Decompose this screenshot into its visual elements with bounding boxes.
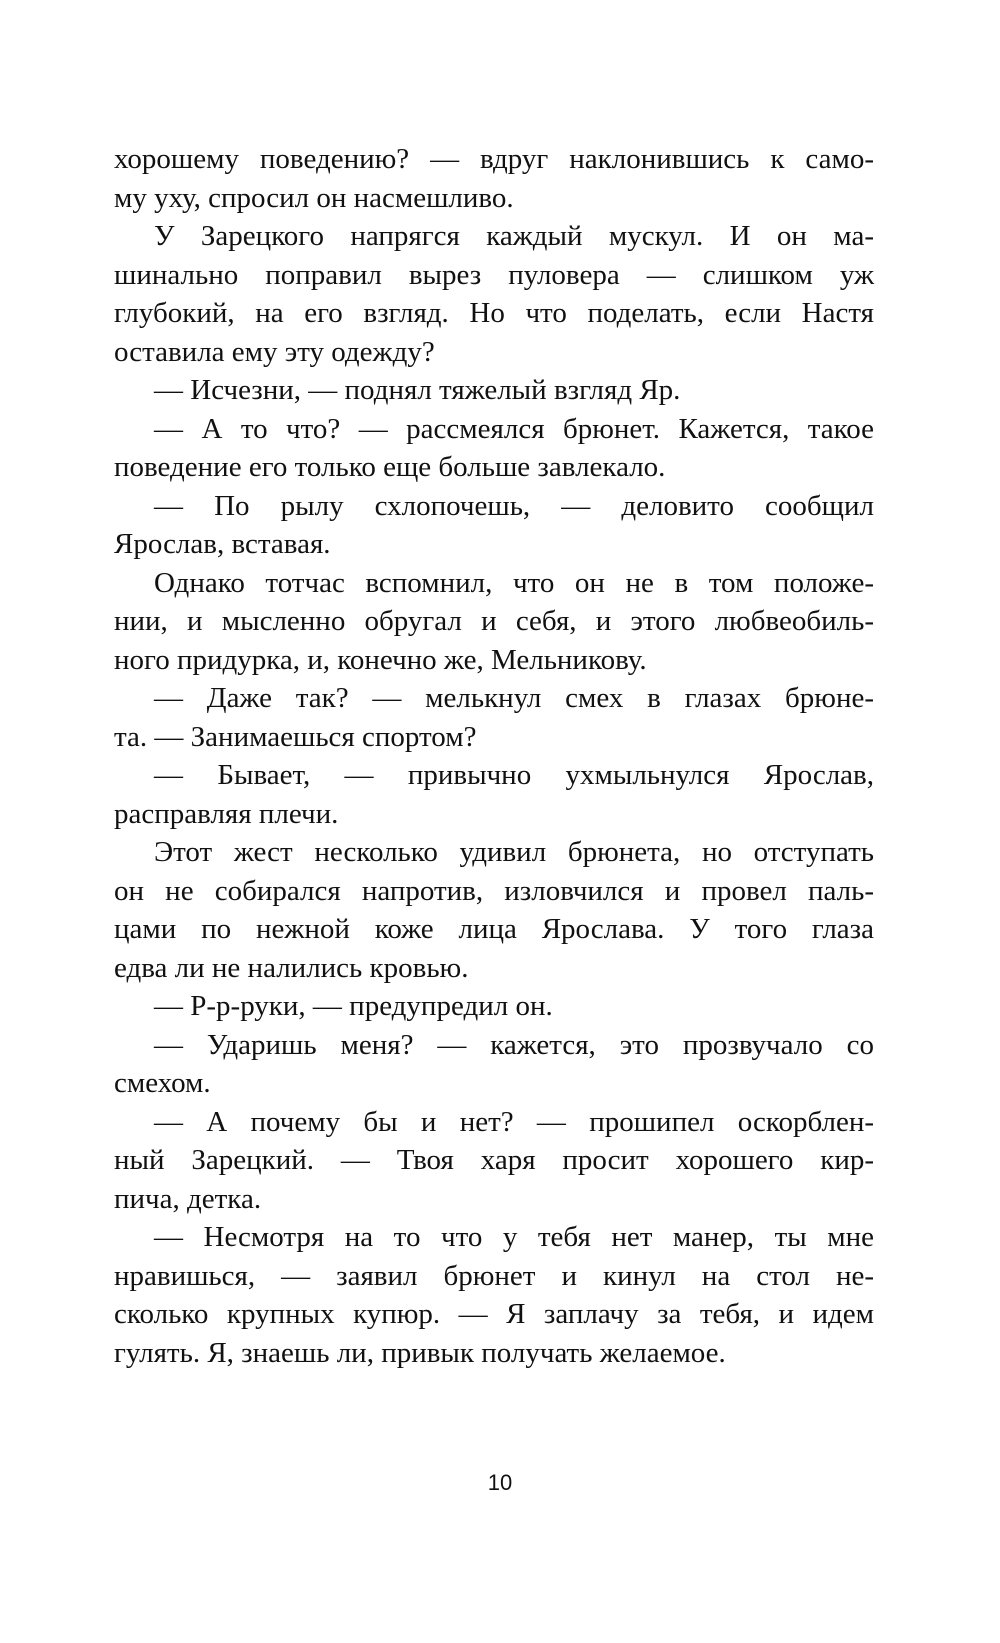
text-line: гулять. Я, знаешь ли, привык получать желаемое. — [114, 1336, 726, 1369]
text-line: му уху, спросил он насмешливо. — [114, 181, 514, 214]
text-line: — Бывает, — привычно ухмыльнулся Ярослав, — [154, 759, 874, 791]
text-line: Ярослав, вставая. — [114, 528, 331, 560]
text-line: Однако тотчас вспомнил, что он не в том положе- — [154, 566, 874, 599]
text-line: — Р-р-руки, — предупредил он. — [154, 990, 553, 1022]
text-line: цами по нежной коже лица Ярослава. У того глаза — [114, 913, 874, 945]
text-line: ный Зарецкий. — Твоя харя просит хорошего кир- — [114, 1144, 874, 1176]
text-line: Этот жест несколько удивил брюнета, но отступать — [154, 836, 874, 868]
text-line: глубокий, на его взгляд. Но что поделать, если Настя — [114, 297, 874, 329]
text-line: У Зарецкого напрягся каждый мускул. И он ма- — [154, 220, 874, 252]
text-line: — А почему бы и нет? — прошипел оскорблен- — [154, 1105, 874, 1138]
text-line: ного придурка, и, конечно же, Мельникову. — [114, 643, 647, 676]
text-line: поведение его только еще больше завлекало. — [114, 451, 666, 483]
text-line: — Ударишь меня? — кажется, это прозвучало со — [154, 1028, 874, 1061]
text-line: смехом. — [114, 1067, 211, 1099]
page-text — [114, 140, 874, 1372]
page-number: 10 — [487, 1470, 513, 1495]
text-line: едва ли не налились кровью. — [114, 951, 469, 984]
text-line: он не собирался напротив, изловчился и провел паль- — [114, 874, 874, 907]
text-line: — Несмотря на то что у тебя нет манер, ты мне — [154, 1221, 874, 1253]
text-line: та. — Занимаешься спортом? — [114, 720, 477, 753]
text-line: шинально поправил вырез пуловера — слишком уж — [114, 258, 874, 291]
text-line: — Даже так? — мелькнул смех в глазах брюне- — [154, 682, 874, 714]
text-line: сколько крупных купюр. — Я заплачу за тебя, и идем — [114, 1298, 874, 1330]
text-line: — Исчезни, — поднял тяжелый взгляд Яр. — [154, 374, 681, 406]
text-line: оставила ему эту одежду? — [114, 335, 435, 368]
text-line: — А то что? — рассмеялся брюнет. Кажется, такое — [154, 412, 874, 445]
text-line: — По рылу схлопочешь, — деловито сообщил — [154, 489, 874, 522]
text-line: расправляя плечи. — [114, 797, 339, 830]
text-line: нии, и мысленно обругал и себя, и этого любвеобиль- — [114, 605, 874, 637]
text-line: нравишься, — заявил брюнет и кинул на стол не- — [114, 1259, 874, 1292]
text-line: пича, детка. — [114, 1182, 262, 1215]
text-line: хорошему поведению? — вдруг наклонившись к само- — [114, 143, 874, 175]
